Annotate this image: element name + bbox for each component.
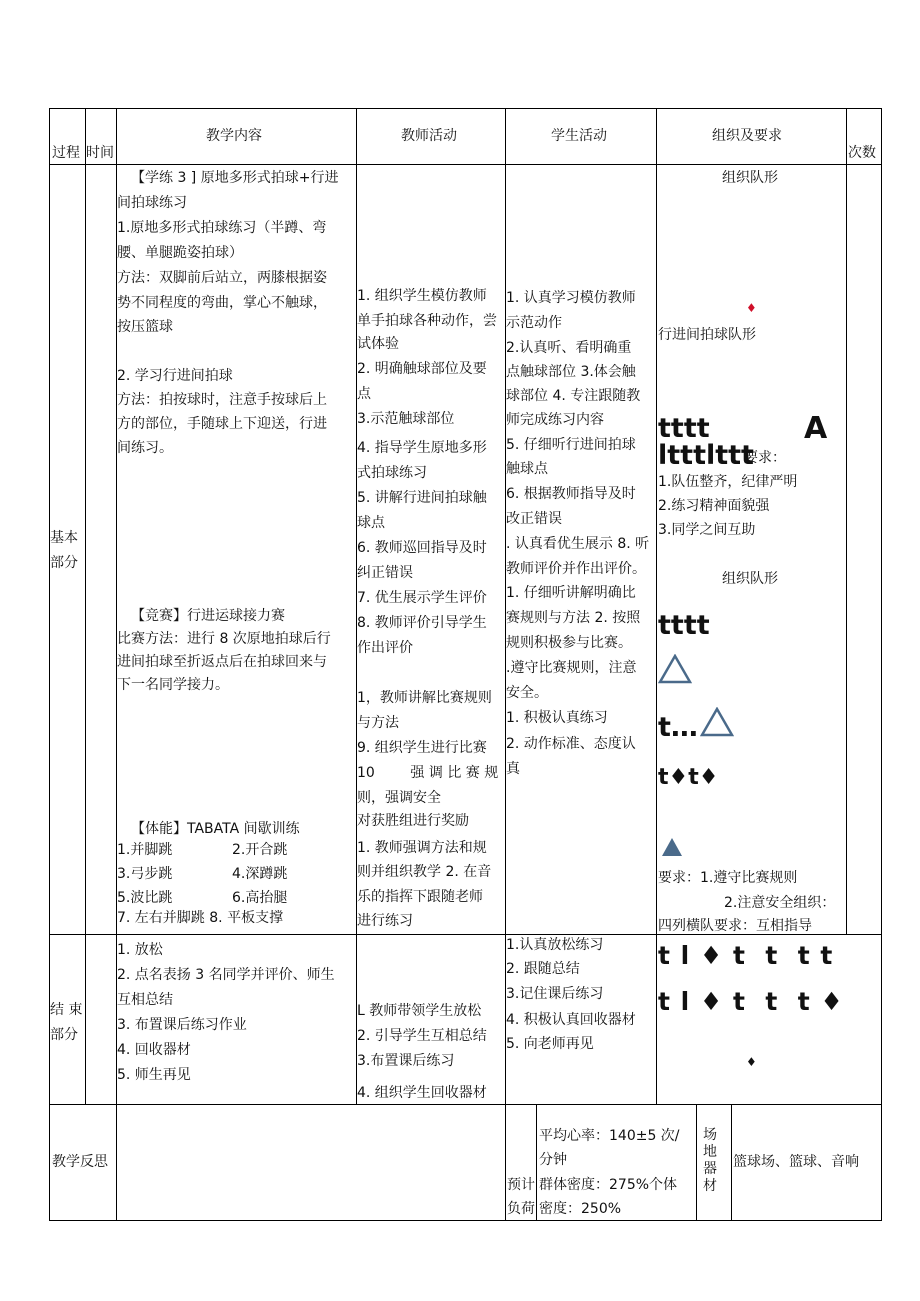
end-content-line: 3. 布置课后练习作业 bbox=[117, 1017, 247, 1033]
reflection-label: 教学反思 bbox=[52, 1154, 108, 1170]
end-student-line: 3.记住课后练习 bbox=[506, 986, 604, 1002]
org-req-2: 要求：1.遵守比赛规则 bbox=[658, 870, 798, 886]
header-time: 时间 bbox=[86, 145, 114, 161]
org-title-1: 组织队形 bbox=[722, 170, 778, 186]
contest-line: 比赛方法：进行 8 次原地拍球后行 bbox=[117, 631, 331, 647]
triangle-filled-icon bbox=[660, 836, 684, 858]
teacher-line: 4. 指导学生原地多形 bbox=[357, 440, 487, 456]
triangle-outline-icon bbox=[700, 707, 734, 737]
teacher-line: 10 强 调 比 赛 规 bbox=[357, 765, 499, 781]
student-line: . 认真看优生展示 8. 听 bbox=[506, 536, 650, 552]
content-line: 按压篮球 bbox=[117, 319, 173, 335]
red-diamond-icon: ♦ bbox=[746, 301, 757, 315]
triangle-outline-icon bbox=[658, 654, 692, 684]
end-content-line: 互相总结 bbox=[117, 992, 173, 1008]
teacher-line: 8. 教师评价引导学生 bbox=[357, 615, 487, 631]
end-org-row-2: t l ♦ t t t ♦ bbox=[658, 987, 844, 1016]
org-t-row-4: t… bbox=[658, 712, 698, 743]
end-student-line: 4. 积极认真回收器材 bbox=[506, 1012, 636, 1028]
student-line: .遵守比赛规则，注意 bbox=[506, 660, 637, 676]
col-line-1 bbox=[85, 108, 86, 1104]
load-line: 分钟 bbox=[539, 1152, 567, 1168]
border-top bbox=[49, 108, 881, 109]
teacher-line: 点 bbox=[357, 386, 371, 402]
end-content-line: 4. 回收器材 bbox=[117, 1042, 191, 1058]
teacher-line: 乐的指挥下跟随老师 bbox=[357, 889, 483, 905]
load-label-1: 预计 bbox=[507, 1177, 535, 1193]
diamond-icon: ♦ bbox=[746, 1055, 757, 1069]
content-line: 方法：拍按球时，注意手按球后上 bbox=[117, 392, 327, 408]
venue-value: 篮球场、篮球、音响 bbox=[733, 1154, 859, 1170]
content-line: 1.原地多形式拍球练习（半蹲、弯 bbox=[117, 220, 327, 236]
venue-label-char: 场 bbox=[703, 1127, 717, 1143]
content-line: 2. 学习行进间拍球 bbox=[117, 368, 233, 384]
student-line: 安全。 bbox=[506, 685, 548, 701]
content-line: 间练习。 bbox=[117, 440, 173, 456]
divider-header bbox=[49, 164, 881, 165]
venue-label-char: 器 bbox=[703, 1161, 717, 1177]
border-left bbox=[49, 108, 50, 1221]
content-line: 方法：双脚前后站立，两膝根据姿 bbox=[117, 270, 327, 286]
student-line: 2. 动作标准、态度认 bbox=[506, 736, 636, 752]
fitness-item: 6.高抬腿 bbox=[232, 890, 288, 906]
teacher-line: 单手拍球各种动作，尝 bbox=[357, 313, 497, 329]
end-org-row-1: t l ♦ t t t t bbox=[658, 941, 834, 970]
student-line: 球部位 4. 专注跟随教 bbox=[506, 388, 641, 404]
teacher-line: 3.示范触球部位 bbox=[357, 411, 455, 427]
org-req: 1.队伍整齐，纪律严明 bbox=[658, 474, 798, 490]
load-line: 密度：250% bbox=[539, 1201, 622, 1217]
footer-line-b bbox=[696, 1104, 697, 1221]
org-t-row-5: t♦t♦ bbox=[658, 765, 719, 790]
student-line: 规则积极参与比赛。 bbox=[506, 635, 632, 651]
org-a-mark: A bbox=[804, 411, 828, 446]
student-line: 1. 仔细听讲解明确比 bbox=[506, 585, 636, 601]
teacher-line: 则并组织教学 2. 在音 bbox=[357, 864, 492, 880]
end-teacher-line: 3.布置课后练习 bbox=[357, 1053, 455, 1069]
student-line: 教师评价并作出评价。 bbox=[506, 561, 646, 577]
contest-line: 下一名同学接力。 bbox=[117, 677, 229, 693]
header-student: 学生活动 bbox=[551, 128, 607, 144]
teacher-line: 纠正错误 bbox=[357, 565, 413, 581]
org-t-row-2: ltttlttt bbox=[658, 440, 754, 471]
teacher-line: 式拍球练习 bbox=[357, 465, 427, 481]
end-content-line: 1. 放松 bbox=[117, 942, 163, 958]
contest-line: 【竞赛】行进运球接力赛 bbox=[131, 608, 285, 624]
content-line: 腰、单腿跪姿拍球） bbox=[117, 245, 243, 261]
org-req: 3.同学之间互助 bbox=[658, 522, 756, 538]
teacher-line: 对获胜组进行奖励 bbox=[357, 813, 469, 829]
org-req: 2.练习精神面貌强 bbox=[658, 498, 770, 514]
basic-label-2: 部分 bbox=[50, 555, 78, 571]
end-label-1: 结 束 bbox=[50, 1002, 83, 1018]
teacher-line: 6. 教师巡回指导及时 bbox=[357, 540, 487, 556]
teacher-line: 则，强调安全 bbox=[357, 790, 441, 806]
col-line-5 bbox=[656, 108, 657, 1104]
teacher-line: 试体验 bbox=[357, 336, 399, 352]
footer-line-a bbox=[536, 1104, 537, 1221]
student-line: 1. 积极认真练习 bbox=[506, 710, 608, 726]
teacher-line: 球点 bbox=[357, 515, 385, 531]
teacher-line: 9. 组织学生进行比赛 bbox=[357, 740, 487, 756]
org-t-row-3: tttt bbox=[658, 610, 710, 641]
student-line: 点触球部位 3.体会触 bbox=[506, 364, 636, 380]
header-content: 教学内容 bbox=[206, 128, 262, 144]
header-count: 次数 bbox=[848, 145, 876, 161]
student-line: 触球点 bbox=[506, 461, 548, 477]
fitness-item: 5.波比跳 bbox=[117, 890, 173, 906]
end-content-line: 5. 师生再见 bbox=[117, 1067, 191, 1083]
load-line: 平均心率：140±5 次/ bbox=[539, 1128, 680, 1144]
content-line: 间拍球练习 bbox=[117, 195, 187, 211]
basic-label-1: 基本 bbox=[50, 530, 78, 546]
header-teacher: 教师活动 bbox=[401, 128, 457, 144]
teacher-line: 5. 讲解行进间拍球触 bbox=[357, 490, 487, 506]
venue-label-char: 地 bbox=[703, 1144, 717, 1160]
student-line: 真 bbox=[506, 761, 520, 777]
content-line: 势不同程度的弯曲，掌心不触球， bbox=[117, 295, 327, 311]
border-bottom bbox=[49, 1220, 881, 1221]
contest-line: 进间拍球至折返点后在拍球回来与 bbox=[117, 654, 327, 670]
header-org: 组织及要求 bbox=[712, 128, 782, 144]
student-line: 1. 认真学习模仿教师 bbox=[506, 290, 636, 306]
load-label-2: 负荷 bbox=[507, 1201, 535, 1217]
footer-line-c bbox=[731, 1104, 732, 1221]
border-right bbox=[881, 108, 882, 1221]
teacher-line: 1. 教师强调方法和规 bbox=[357, 840, 487, 856]
content-line: 【学练 3 ] 原地多形式拍球+行进 bbox=[131, 170, 339, 186]
student-line: 示范动作 bbox=[506, 315, 562, 331]
teacher-line: 作出评价 bbox=[357, 640, 413, 656]
end-content-line: 2. 点名表扬 3 名同学并评价、师生 bbox=[117, 967, 335, 983]
fitness-item: 1.并脚跳 bbox=[117, 842, 173, 858]
teacher-line: 1. 组织学生模仿教师 bbox=[357, 288, 487, 304]
load-line: 群体密度：275%个体 bbox=[539, 1177, 678, 1193]
teacher-line: 进行练习 bbox=[357, 913, 413, 929]
student-line: 师完成练习内容 bbox=[506, 412, 604, 428]
student-line: 5. 仔细听行进间拍球 bbox=[506, 437, 636, 453]
end-teacher-line: 2. 引导学生互相总结 bbox=[357, 1028, 487, 1044]
student-line: 赛规则与方法 2. 按照 bbox=[506, 610, 641, 626]
student-line: 2.认真听、看明确重 bbox=[506, 340, 632, 356]
org-req-3: 2.注意安全组织： bbox=[724, 895, 836, 911]
org-t-row-1: tttt bbox=[658, 413, 710, 444]
content-line: 方的部位，手随球上下迎送，行进 bbox=[117, 416, 327, 432]
teacher-line: 1，教师讲解比赛规则 bbox=[357, 690, 492, 706]
col-line-6 bbox=[846, 108, 847, 934]
org-title-2: 组织队形 bbox=[722, 571, 778, 587]
end-student-line: 2. 跟随总结 bbox=[506, 961, 580, 977]
org-req-4: 四列横队要求：互相指导 bbox=[658, 918, 812, 934]
end-teacher-line: 4. 组织学生回收器材 bbox=[357, 1085, 487, 1101]
org-req-label: 要求： bbox=[744, 450, 786, 466]
end-student-line: 5. 向老师再见 bbox=[506, 1036, 594, 1052]
org-march-label: 行进间拍球队形 bbox=[658, 327, 756, 343]
fitness-item: 3.弓步跳 bbox=[117, 866, 173, 882]
header-process: 过程 bbox=[52, 145, 80, 161]
teacher-line: 2. 明确触球部位及要 bbox=[357, 361, 487, 377]
venue-label-char: 材 bbox=[703, 1178, 717, 1194]
fitness-item: 7. 左右并脚跳 8. 平板支撑 bbox=[117, 910, 284, 926]
teacher-line: 与方法 bbox=[357, 715, 399, 731]
student-line: 6. 根据教师指导及时 bbox=[506, 486, 636, 502]
end-teacher-line: L 教师带领学生放松 bbox=[357, 1003, 482, 1019]
teacher-line: 7. 优生展示学生评价 bbox=[357, 590, 487, 606]
end-student-line: 1.认真放松练习 bbox=[506, 937, 604, 953]
fitness-item: 4.深蹲跳 bbox=[232, 866, 288, 882]
student-line: 改正错误 bbox=[506, 511, 562, 527]
fitness-item: 2.开合跳 bbox=[232, 842, 288, 858]
fitness-title: 【体能】TABATA 间歇训练 bbox=[131, 821, 300, 837]
end-label-2: 部分 bbox=[50, 1027, 78, 1043]
